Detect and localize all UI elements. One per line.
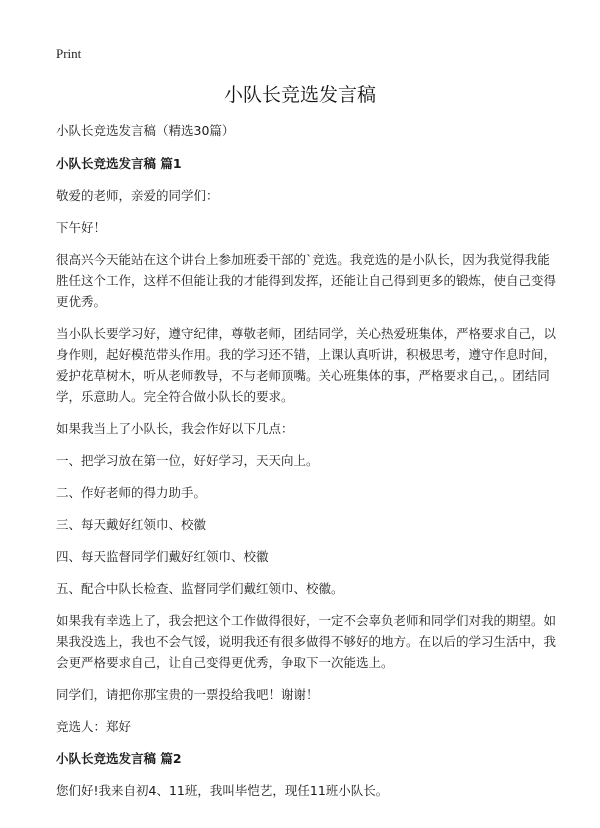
paragraph: 您们好!我来自初4、11班，我叫毕恺艺，现任11班小队长。 bbox=[56, 783, 389, 798]
list-item: 二、作好老师的得力助手。 bbox=[56, 485, 207, 500]
paragraph: 如果我有幸选上了，我会把这个工作做得很好，一定不会辜负老师和同学们对我的期望。如果我没选上，我也不会气馁，说明我还有很多做得不够好的地方。在以后的学习生活中，我会更严格要求自己，让自己变得更优秀，争取下一次能选上。 bbox=[56, 613, 557, 670]
paragraph: 当小队长要学习好，遵守纪律，尊敬老师，团结同学，关心热爱班集体，严格要求自己，以身作则，起好模范带头作用。我的学习还不错，上课认真听讲，积极思考，遵守作息时间，爱护花草树木，听从老师教导，不与老师顶嘴。关心班集体的事，严格要求自己，。团结同学，乐意助人。完全符合做小队长的要求。 bbox=[56, 326, 557, 404]
section-heading-2: 小队长竞选发言稿 篇2 bbox=[56, 751, 182, 766]
paragraph: 很高兴今天能站在这个讲台上参加班委干部的`竞选。我竞选的是小队长，因为我觉得我能胜任这个工作，这样不但能让我的才能得到发挥，还能让自己得到更多的锻炼，使自己变得更优秀。 bbox=[56, 252, 557, 309]
signature-line: 竞选人：郑好 bbox=[56, 719, 132, 734]
paragraph: 下午好！ bbox=[56, 220, 107, 235]
page-title: 小队长竞选发言稿 bbox=[223, 84, 376, 106]
paragraph: 如果我当上了小队长，我会作好以下几点： bbox=[56, 421, 294, 436]
article-body bbox=[56, 120, 556, 812]
paragraph: 同学们，请把你那宝贵的一票投给我吧！谢谢！ bbox=[56, 687, 319, 702]
section-heading-1: 小队长竞选发言稿 篇1 bbox=[56, 156, 182, 171]
print-link[interactable]: Print bbox=[56, 46, 82, 61]
list-item: 四、每天监督同学们戴好红领巾、校徽 bbox=[56, 549, 269, 564]
list-item: 三、每天戴好红领巾、校徽 bbox=[56, 517, 207, 532]
article-subtitle: 小队长竞选发言稿（精选30篇） bbox=[56, 123, 235, 138]
paragraph: 敬爱的老师，亲爱的同学们： bbox=[56, 188, 219, 203]
list-item: 五、配合中队长检查、监督同学们戴红领巾、校徽。 bbox=[56, 581, 344, 596]
list-item: 一、把学习放在第一位，好好学习，天天向上。 bbox=[56, 453, 319, 468]
